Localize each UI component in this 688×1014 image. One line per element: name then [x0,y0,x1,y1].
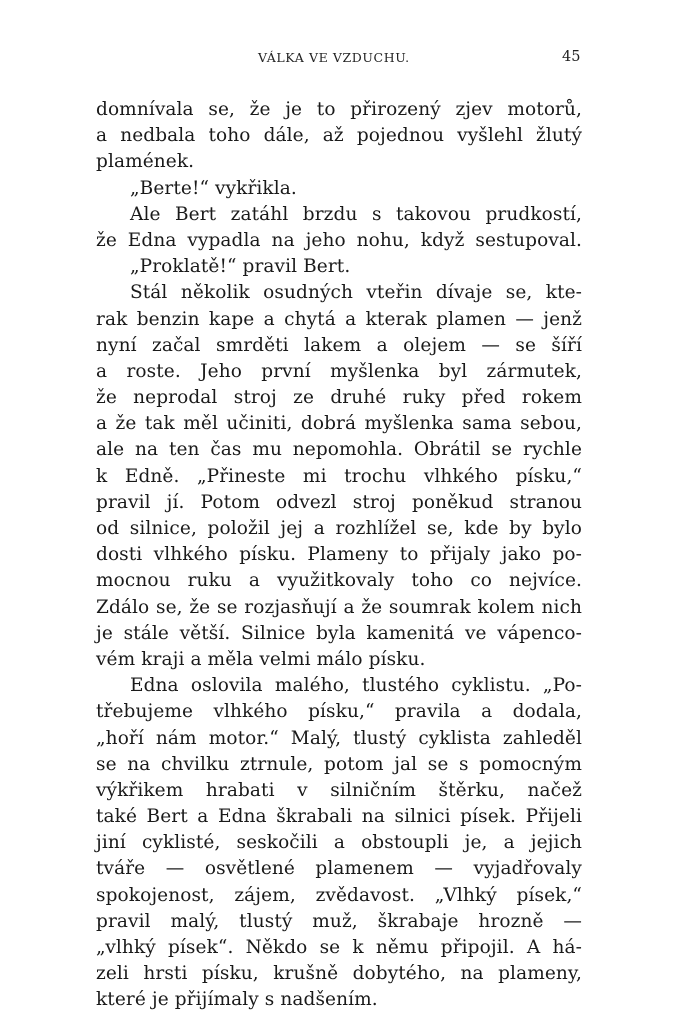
text-line: nyní začal smrděti lakem a olejem — se šíří [96,334,582,356]
text-line: rak benzin kape a chytá a kterak plamen — jenž [96,308,582,330]
text-line: a nedbala toho dále, až pojednou vyšlehl žlutý [96,125,582,147]
body-text [96,97,582,1014]
text-line: že Edna vypadla na jeho nohu, když sestupoval. [96,229,582,251]
text-line: že neprodal stroj ze druhé ruky před rokem [96,387,582,409]
text-line: tváře — osvětlené plamenem — vyjadřovaly [96,858,582,880]
text-line: jiní cyklisté, seskočili a obstoupli je, a jejich [96,832,582,854]
text-line: Ale Bert zatáhl brzdu s takovou prudkostí, [130,203,582,225]
text-line: „Proklatě!“ pravil Bert. [130,256,351,278]
text-line: dosti vlhkého písku. Plameny to přijaly jako po- [96,544,582,566]
page-number: 45 [562,49,581,65]
running-title: VÁLKA VE VZDUCHU. [258,50,410,65]
text-line: pravil jí. Potom odvezl stroj poněkud stranou [96,491,582,513]
text-line: Zdálo se, že se rozjasňují a že soumrak kolem nich [96,596,582,618]
text-line: ale na ten čas mu nepomohla. Obrátil se rychle [96,439,582,461]
text-line: „vlhký písek“. Někdo se k němu připojil. A há- [96,937,582,958]
running-header [0,50,688,70]
text-line: je stále větší. Silnice byla kamenitá ve vápenco- [96,622,582,644]
text-line: Edna oslovila malého, tlustého cyklistu. „Po- [130,675,582,697]
text-line: mocnou ruku a využitkovaly toho co nejvíce. [96,570,582,592]
text-line: které je přijímaly s nadšením. [96,989,378,1011]
text-line: vém kraji a měla velmi málo písku. [96,648,426,670]
text-line: spokojenost, zájem, zvědavost. „Vlhký písek,“ [96,884,582,906]
text-line: domnívala se, že je to přirozený zjev motorů, [96,99,582,120]
text-line: plamének. [96,151,195,173]
text-line: „hoří nám motor.“ Malý, tlustý cyklista zahleděl [96,727,582,749]
text-line: třebujeme vlhkého písku,“ pravila a dodala, [96,701,582,723]
text-line: a roste. Jeho první myšlenka byl zármutek, [96,360,582,382]
text-line: k Edně. „Přineste mi trochu vlhkého písku,“ [96,465,582,487]
text-line: a že tak měl učiniti, dobrá myšlenka sama sebou, [96,413,582,435]
text-line: Stál několik osudných vteřin dívaje se, kte- [130,282,582,304]
text-line: výkřikem hrabati v silničním štěrku, načež [96,779,582,801]
text-line: pravil malý, tlustý muž, škrabaje hrozně — [96,910,582,932]
text-line: od silnice, položil jej a rozhlížel se, kde by bylo [96,518,582,539]
text-line: zeli hrsti písku, krušně dobytého, na plameny, [96,963,582,985]
text-line: se na chvilku ztrnule, potom jal se s pomocným [96,753,582,775]
text-line: „Berte!“ vykřikla. [130,177,297,199]
text-line: také Bert a Edna škrabali na silnici písek. Přijeli [96,806,582,828]
